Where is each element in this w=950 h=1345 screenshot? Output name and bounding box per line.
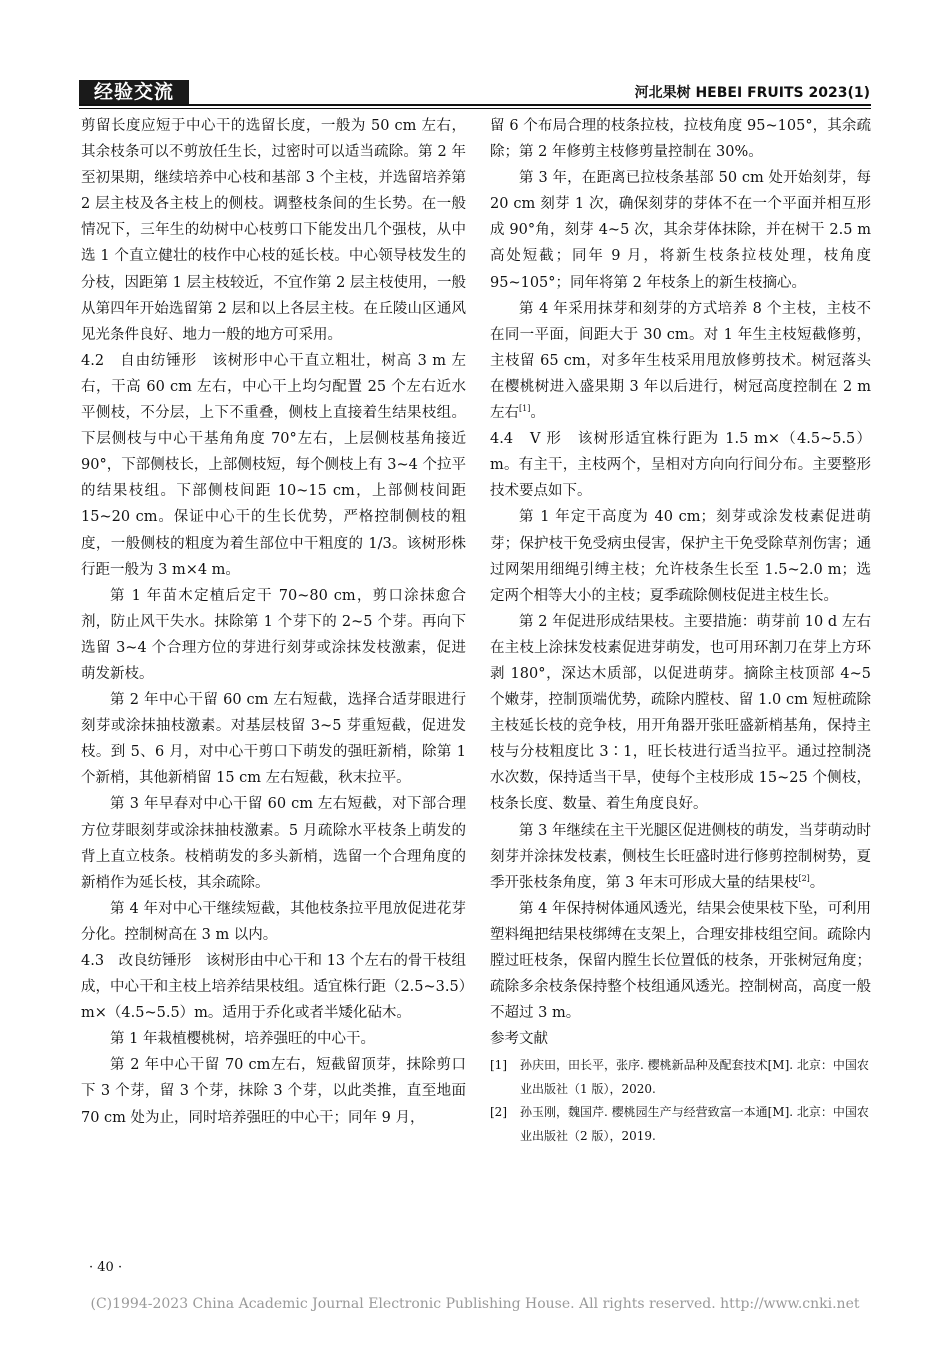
paragraph-with-citation <box>490 818 871 896</box>
reference-item <box>490 1054 871 1101</box>
paragraph-with-citation <box>490 296 871 426</box>
section-4-2 <box>81 348 466 583</box>
section-body: 该树形中心干直立粗壮，树高 3 m 左右，干高 60 cm 左右，中心干上均匀配置 25 个左右近水平侧枝，不分层，上下不重叠，侧枝上直接着生结果枝组。下层侧枝与中心干基角角度 70°左右，上层侧枝基角接近 90°，下部侧枝长，上部侧枝短，每个侧枝上有 3~4 个拉平的结果枝组。下部侧枝间距 10~15 cm，上部侧枝间距 15~20 cm。保证中心干的生长优势，严格控制侧枝的粗度，一般侧枝的粗度为着生部位中干粗度的 1/3。该树形株行距一般为 3 m×4 m。 <box>81 352 466 578</box>
section-4-4 <box>490 426 871 504</box>
left-column <box>81 113 466 1131</box>
header-rule-thin <box>79 108 871 109</box>
section-4-3 <box>81 948 466 1026</box>
references-heading: 参考文献 <box>490 1031 548 1048</box>
section-heading: 4.3 改良纺锤形 <box>81 953 206 969</box>
paragraph: 第 4 年对中心干继续短截，其他枝条拉平甩放促进花芽分化。控制树高在 3 m 以内。 <box>81 900 466 943</box>
paragraph: 剪留长度应短于中心干的选留长度，一般为 50 cm 左右，其余枝条可以不剪放任生长，过密时可以适当疏除。第 2 年至初果期，继续培养中心枝和基部 3 个主枝，并选留培养第 2 层主枝及各主枝上的侧枝。调整枝条间的生长势。在一般情况下，三年生的幼树中心枝剪口下能发出几个强枝，从中选 1 个直立健壮的枝作中心枝的延长枝。中心领导枝发生的分枝，因距第 1 层主枝较近，不宜作第 2 层主枝使用，一般从第四年开始选留第 2 层和以上各层主枝。在丘陵山区通风见光条件良好、地力一般的地方可采用。 <box>81 118 466 343</box>
paragraph: 第 1 年栽植樱桃树，培养强旺的中心干。 <box>110 1031 375 1048</box>
paragraph: 第 2 年中心干留 70 cm左右，短截留顶芽，抹除剪口下 3 个芽，留 3 个芽，抹除 3 个芽，以此类推，直至地面 70 cm 处为止，同时培养强旺的中心干；同年 9 月， <box>81 1057 466 1126</box>
reference-text: 孙庆田，田长平，张序. 樱桃新品种及配套技术[M]. 北京：中国农业出版社（1 版），2020. <box>520 1058 869 1096</box>
reference-number: [1] <box>490 1058 507 1073</box>
paragraph-text: 第 3 年继续在主干光腿区促进侧枝的萌发，当芽萌动时刻芽并涂抹发枝素，侧枝生长旺盛时进行修剪控制树势，夏季开张枝条角度，第 3 年末可形成大量的结果枝 <box>490 822 871 891</box>
section-body: 该树形由中心干和 13 个左右的骨干枝组成，中心干和主枝上培养结果枝组。适宜株行距（2.5~3.5）m×（4.5~5.5）m。适用于乔化或者半矮化砧木。 <box>81 953 467 1022</box>
paragraph: 第 2 年中心干留 60 cm 左右短截，选择合适芽眼进行刻芽或涂抹抽枝激素。对基层枝留 3~5 芽重短截，促进发枝。到 5、6 月，对中心干剪口下萌发的强旺新梢，除第 1 个新梢，其他新梢留 15 cm 左右短截，秋末拉平。 <box>81 692 466 787</box>
reference-number: [2] <box>490 1105 507 1120</box>
paragraph: 第 4 年保持树体通风透光，结果会使果枝下坠，可利用塑料绳把结果枝绑缚在支架上，合理安排枝组空间。疏除内膛过旺枝条，保留内膛生长位置低的枝条，开张树冠角度；疏除多余枝条保持整个枝组通风透光。控制树高，高度一般不超过 3 m。 <box>490 900 871 1022</box>
section-heading: 4.4 V 形 <box>490 431 578 448</box>
section-heading: 4.2 自由纺锤形 <box>81 352 213 369</box>
section-label: 经验交流 <box>79 80 189 104</box>
paragraph: 第 3 年，在距离已拉枝条基部 50 cm 处开始刻芽，每 20 cm 刻芽 1 次，确保刻芽的芽体不在一个平面并相互形成 90°角，刻芽 4~5 次，其余芽体抹除，并在树干 2.5 m 高处短截；同年 9 月，将新生枝条拉枝处理，枝角度 95~105°；同年将第 2 年枝条上的新生枝摘心。 <box>490 170 871 291</box>
paragraph: 第 2 年促进形成结果枝。主要措施：萌芽前 10 d 左右在主枝上涂抹发枝素促进芽萌发，也可用环割刀在芽上方环剥 180°，深达木质部，以促进萌芽。摘除主枝顶部 4~5 个嫩芽，控制顶端优势，疏除内膛枝、留 1.0 cm 短桩疏除主枝延长枝的竞争枝，用开角器开张旺盛新梢基角，保持主枝与分枝粗度比 3∶1，旺长枝进行适当拉平。通过控制浇水次数，保持适当干旱，使每个主枝形成 15~25 个侧枝，枝条长度、数量、着生角度良好。 <box>490 613 871 813</box>
citation-ref-1[interactable]: [1] <box>519 404 531 414</box>
right-column <box>490 113 871 1148</box>
header-rule <box>79 104 871 106</box>
paragraph-end: 。 <box>530 405 545 422</box>
paragraph-end: 。 <box>809 874 825 891</box>
journal-title: 河北果树 HEBEI FRUITS 2023(1) <box>634 85 870 101</box>
reference-item <box>490 1101 871 1148</box>
copyright-watermark: (C)1994-2023 China Academic Journal Electronic Publishing House. All rights reserved. http://www.cnki.net <box>90 1296 860 1312</box>
paragraph: 留 6 个布局合理的枝条拉枝，拉枝角度 95~105°，其余疏除；第 2 年修剪主枝修剪量控制在 30%。 <box>490 118 871 161</box>
section-body: 该树形适宜株行距为 1.5 m×（4.5~5.5）m。有主干，主枝两个，呈相对方向向行间分布。主要整形技术要点如下。 <box>490 431 872 500</box>
paragraph-text: 第 4 年采用抹芽和刻芽的方式培养 8 个主枝，主枝不在同一平面，间距大于 30 cm。对 1 年生主枝短截修剪，主枝留 65 cm，对多年生枝采用甩放修剪技术。树冠落头在樱桃树进入盛果期 3 年以后进行，树冠高度控制在 2 m 左右 <box>490 300 871 422</box>
paragraph: 第 1 年定干高度为 40 cm；刻芽或涂发枝素促进萌芽；保护枝干免受病虫侵害，保护主干免受除草剂伤害；通过网架用细绳引缚主枝；允许枝条生长至 1.5~2.0 m；选定两个相等大小的主枝；夏季疏除侧枝促进主枝生长。 <box>490 509 871 604</box>
reference-text: 孙玉刚，魏国芹. 樱桃园生产与经营致富一本通[M]. 北京：中国农业出版社（2 版），2019. <box>520 1105 869 1143</box>
reference-list <box>490 1054 871 1148</box>
citation-ref-2[interactable]: [2] <box>798 873 810 883</box>
paragraph: 第 1 年苗木定植后定干 70~80 cm，剪口涂抹愈合剂，防止风干失水。抹除第 1 个芽下的 2~5 个芽。再向下选留 3~4 个合理方位的芽进行刻芽或涂抹发枝激素，促进萌发新枝。 <box>81 587 466 682</box>
paragraph: 第 3 年早春对中心干留 60 cm 左右短截，对下部合理方位芽眼刻芽或涂抹抽枝激素。5 月疏除水平枝条上萌发的背上直立枝条。枝梢萌发的多头新梢，选留一个合理角度的新梢作为延长枝，其余疏除。 <box>81 796 466 891</box>
page-number: · 40 · <box>89 1260 123 1275</box>
